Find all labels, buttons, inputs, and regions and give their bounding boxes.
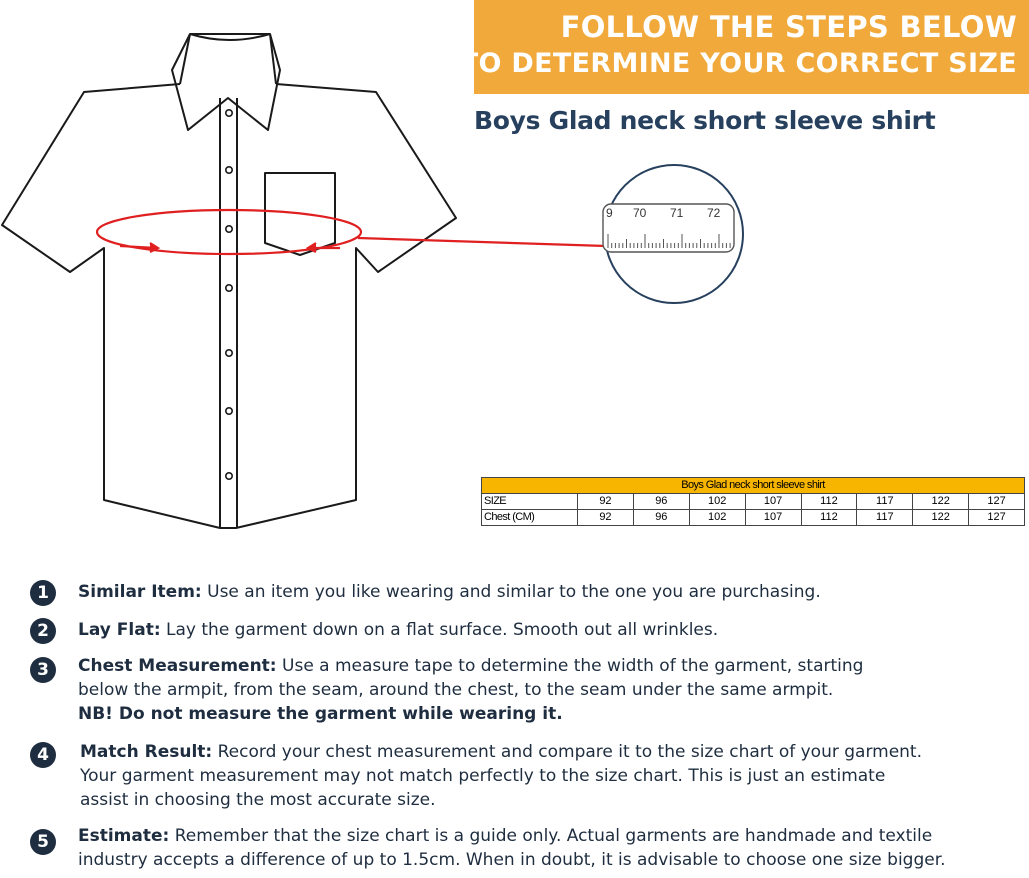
step-title: Lay Flat:	[78, 620, 161, 640]
product-title: Boys Glad neck short sleeve shirt	[474, 106, 936, 135]
step-number-badge: 4	[30, 742, 56, 768]
size-chart-caption: Boys Glad neck short sleeve shirt	[482, 478, 1025, 494]
step-line: industry accepts a difference of up to 1.5cm. When in doubt, it is advisable to choose one size bigger.	[78, 850, 946, 870]
banner-line-1: FOLLOW THE STEPS BELOW	[560, 10, 1017, 44]
table-cell: 92	[578, 510, 634, 526]
step-number-badge: 2	[30, 618, 56, 644]
step-line: Record your chest measurement and compare it to the size chart of your garment.	[217, 742, 922, 762]
step-line: below the armpit, from the seam, around the chest, to the seam under the same armpit.	[78, 680, 834, 700]
table-cell: 107	[745, 510, 801, 526]
step-number-badge: 1	[30, 580, 56, 606]
step-title: Chest Measurement:	[78, 656, 277, 676]
step-warning-note: NB! Do not measure the garment while wearing it.	[78, 704, 563, 724]
tape-label: 9	[606, 206, 613, 220]
table-cell: 117	[857, 494, 913, 510]
step-text	[78, 655, 863, 677]
table-cell: 117	[857, 510, 913, 526]
step-title: Match Result:	[80, 742, 213, 762]
step-title: Estimate:	[78, 826, 170, 846]
banner-line-2: TO DETERMINE YOUR CORRECT SIZE	[459, 48, 1017, 79]
tape-label: 70	[633, 206, 647, 220]
step-title: Similar Item:	[78, 582, 202, 602]
step-line: assist in choosing the most accurate size.	[80, 790, 436, 810]
step-line: Your garment measurement may not match perfectly to the size chart. This is just an estimate	[80, 766, 886, 786]
row-label: SIZE	[482, 494, 578, 510]
step-line: Use an item you like wearing and similar to the one you are purchasing.	[207, 582, 821, 602]
table-cell: 122	[913, 494, 969, 510]
step-number-badge: 5	[30, 829, 56, 855]
step-number-badge: 3	[30, 657, 56, 683]
table-cell: 96	[633, 510, 689, 526]
step-line: Remember that the size chart is a guide only. Actual garments are handmade and textile	[174, 826, 933, 846]
table-cell: 107	[745, 494, 801, 510]
step-text	[78, 581, 821, 603]
step-line: Use a measure tape to determine the width of the garment, starting	[282, 656, 864, 676]
table-cell: 127	[969, 494, 1025, 510]
step-text	[78, 619, 718, 641]
table-cell: 112	[801, 494, 857, 510]
table-cell: 112	[801, 510, 857, 526]
table-cell: 96	[633, 494, 689, 510]
step-text	[78, 825, 932, 847]
table-cell: 102	[689, 494, 745, 510]
step-line: Lay the garment down on a flat surface. Smooth out all wrinkles.	[166, 620, 719, 640]
table-cell: 92	[578, 494, 634, 510]
table-cell: 102	[689, 510, 745, 526]
tape-label: 71	[670, 206, 684, 220]
row-label: Chest (CM)	[482, 510, 578, 526]
tape-label: 72	[707, 206, 721, 220]
table-cell: 127	[969, 510, 1025, 526]
table-cell: 122	[913, 510, 969, 526]
step-text	[80, 741, 922, 763]
